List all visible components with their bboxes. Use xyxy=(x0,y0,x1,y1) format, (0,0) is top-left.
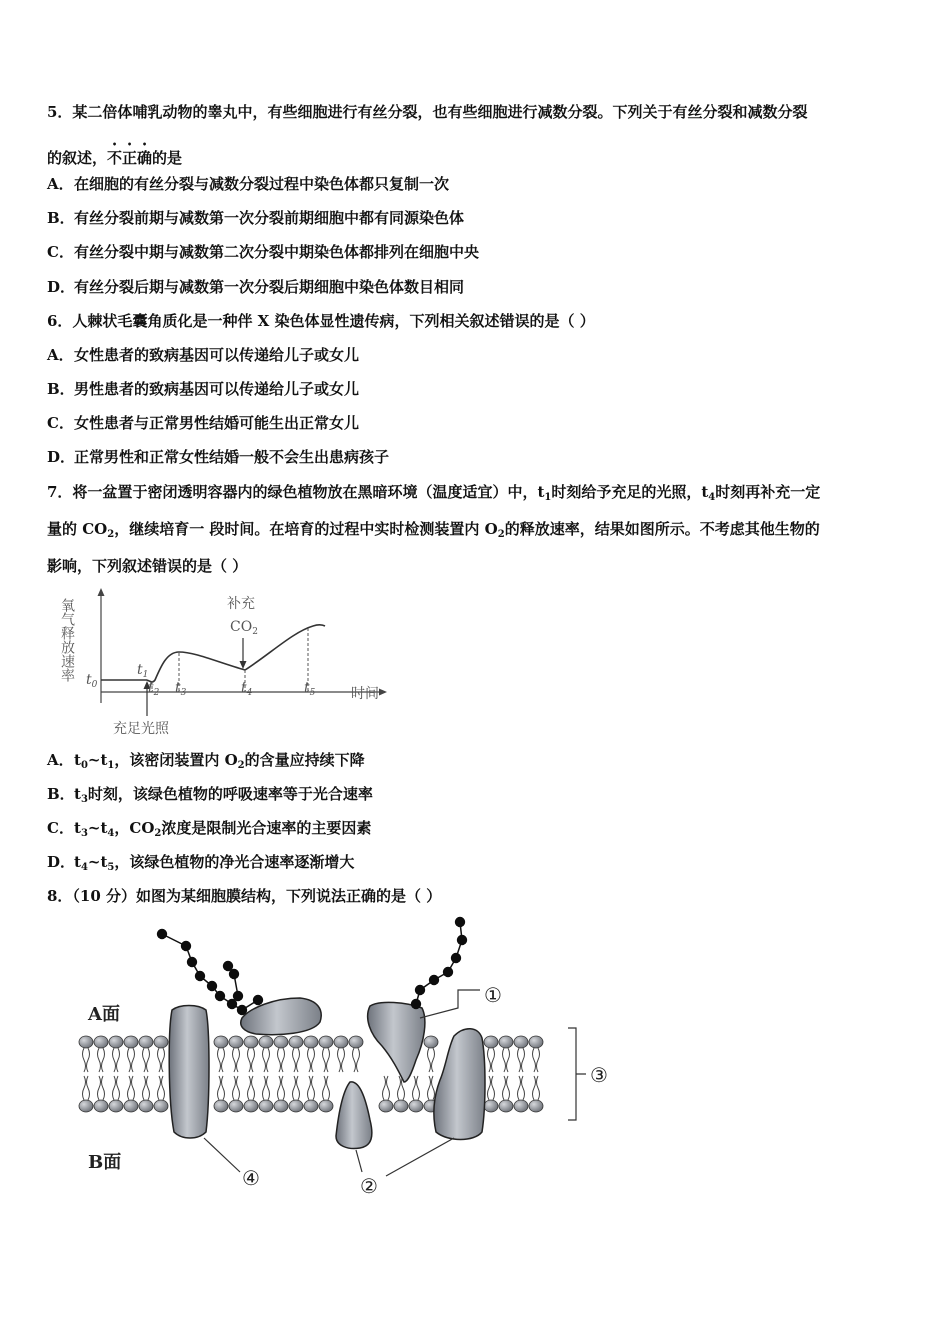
sufficient-light-label: 充足光照 xyxy=(113,721,169,737)
lipid-tail xyxy=(383,1076,390,1100)
lipid-tail xyxy=(533,1076,540,1100)
lipid-tail xyxy=(158,1076,165,1100)
lipid-tail xyxy=(353,1048,360,1072)
label-1: ① xyxy=(484,983,502,1007)
lipid-head xyxy=(79,1036,93,1048)
q6-option-d: D．正常男性和正常女性结婚一般不会生出患病孩子 xyxy=(47,448,390,466)
leader-1 xyxy=(420,990,480,1018)
sugar-unit xyxy=(415,985,425,995)
lipid-head xyxy=(499,1100,513,1112)
lipid-head xyxy=(154,1100,168,1112)
lipid-tail xyxy=(338,1048,345,1072)
lipid-tail xyxy=(98,1048,105,1072)
lipid-tail xyxy=(263,1076,270,1100)
lipid-head xyxy=(214,1100,228,1112)
lipid-head xyxy=(124,1100,138,1112)
q5-option-a: A．在细胞的有丝分裂与减数分裂过程中染色体都只复制一次 xyxy=(47,175,450,193)
q5-stem-line-2: 的叙述，不正确的是 xyxy=(47,149,183,167)
side-b-label: B面 xyxy=(88,1152,122,1173)
supplement-label: 补充 xyxy=(227,596,255,612)
lipid-head xyxy=(139,1036,153,1048)
y-axis-arrow xyxy=(98,588,105,596)
lipid-tail xyxy=(518,1076,525,1100)
lipid-tail xyxy=(248,1076,255,1100)
lipid-tail xyxy=(113,1048,120,1072)
lipid-tail xyxy=(278,1076,285,1100)
q6-option-c: C．女性患者与正常男性结婚可能生出正常女儿 xyxy=(47,414,360,432)
lipid-tail xyxy=(323,1076,330,1100)
lipid-tail xyxy=(308,1048,315,1072)
leader-2a xyxy=(356,1150,362,1172)
sugar-unit xyxy=(207,981,217,991)
lipid-head xyxy=(259,1036,273,1048)
lipid-tail xyxy=(503,1076,510,1100)
tick-t1: $t_1$ xyxy=(137,662,149,680)
q8-cell-membrane-diagram xyxy=(70,910,640,1200)
q5-option-d: D．有丝分裂后期与减数第一次分裂后期细胞中染色体数目相同 xyxy=(47,278,465,296)
q7-stem-line-1: 7．将一盆置于密闭透明容器内的绿色植物放在黑暗环境（温度适宜）中，$t_1$时刻给予充足的光照，$t_4$时刻再补充一定 xyxy=(47,483,821,503)
lipid-tail xyxy=(218,1048,225,1072)
lipid-tail xyxy=(218,1076,225,1100)
sugar-unit xyxy=(429,975,439,985)
x-axis-arrow xyxy=(379,689,387,696)
lipid-head xyxy=(529,1100,543,1112)
lipid-tail xyxy=(158,1048,165,1072)
lipid-head xyxy=(109,1100,123,1112)
sugar-unit xyxy=(233,991,243,1001)
lipid-head xyxy=(304,1100,318,1112)
q5-option-c: C．有丝分裂中期与减数第二次分裂中期染色体都排列在细胞中央 xyxy=(47,243,480,261)
lipid-head xyxy=(379,1100,393,1112)
lipid-head xyxy=(499,1036,513,1048)
lipid-tail xyxy=(113,1076,120,1100)
side-a-label: A面 xyxy=(88,1004,120,1025)
sugar-unit xyxy=(181,941,191,951)
label-4: ④ xyxy=(242,1166,260,1190)
lipid-tail xyxy=(143,1048,150,1072)
lipid-head xyxy=(514,1036,528,1048)
lipid-head xyxy=(319,1100,333,1112)
q5-option-b: B．有丝分裂前期与减数第一次分裂前期细胞中都有同源染色体 xyxy=(47,209,465,227)
lipid-tail xyxy=(428,1076,435,1100)
lipid-tail xyxy=(503,1048,510,1072)
sugar-unit xyxy=(237,1005,247,1015)
lipid-tail xyxy=(83,1048,90,1072)
tick-t3: $t_3$ xyxy=(175,680,187,698)
lipid-tail xyxy=(248,1048,255,1072)
sugar-unit xyxy=(187,957,197,967)
sugar-unit xyxy=(195,971,205,981)
lipid-tail xyxy=(83,1076,90,1100)
lipid-tail xyxy=(488,1048,495,1072)
sugar-unit xyxy=(443,967,453,977)
lipid-tail xyxy=(128,1048,135,1072)
lipid-tail xyxy=(533,1048,540,1072)
lipid-head xyxy=(244,1100,258,1112)
lipid-head xyxy=(394,1100,408,1112)
lipid-tail xyxy=(413,1076,420,1100)
lipid-head xyxy=(79,1100,93,1112)
q7-option-d: D．$t_4\sim t_5$，该绿色植物的净光合速率逐渐增大 xyxy=(47,853,355,873)
lipid-head xyxy=(409,1100,423,1112)
sugar-unit xyxy=(215,991,225,1001)
sugar-unit xyxy=(411,999,421,1009)
lipid-head xyxy=(94,1100,108,1112)
lipid-tail xyxy=(128,1076,135,1100)
lipid-head xyxy=(424,1036,438,1048)
lipid-tail xyxy=(518,1048,525,1072)
lipid-head xyxy=(229,1036,243,1048)
lipid-head xyxy=(529,1036,543,1048)
lipid-tail xyxy=(98,1076,105,1100)
lipid-head xyxy=(349,1036,363,1048)
sugar-unit xyxy=(455,917,465,927)
lipid-tail xyxy=(323,1048,330,1072)
lipid-head xyxy=(124,1036,138,1048)
lipid-tail xyxy=(278,1048,285,1072)
q7-option-b: B．$t_3$时刻，该绿色植物的呼吸速率等于光合速率 xyxy=(47,785,373,805)
emphasis-not-correct: 不正确 xyxy=(107,149,153,167)
tick-t4: $t_4$ xyxy=(241,680,253,698)
lipid-head xyxy=(484,1100,498,1112)
q7-stem-line-3: 影响，下列叙述错误的是（ ） xyxy=(47,557,248,575)
lipid-head xyxy=(109,1036,123,1048)
y-axis-label: 氧气释放速率 xyxy=(59,598,75,682)
lipid-head xyxy=(94,1036,108,1048)
lipid-tail xyxy=(293,1048,300,1072)
tick-t0: $t_0$ xyxy=(86,672,98,690)
q8-stem: 8．（10 分）如图为某细胞膜结构，下列说法正确的是（ ） xyxy=(47,887,442,905)
lipid-head xyxy=(229,1100,243,1112)
sugar-unit xyxy=(229,969,239,979)
q7-option-a: A．$t_0\sim t_1$，该密闭装置内 $O_2$的含量应持续下降 xyxy=(47,751,365,771)
lipid-tail xyxy=(233,1076,240,1100)
lipid-tail xyxy=(143,1076,150,1100)
bracket-3 xyxy=(568,1028,586,1120)
lipid-head xyxy=(484,1036,498,1048)
sugar-unit xyxy=(451,953,461,963)
lipid-head xyxy=(514,1100,528,1112)
tick-t2: $t_2$ xyxy=(148,680,160,698)
leader-4 xyxy=(204,1138,240,1172)
lipid-head xyxy=(244,1036,258,1048)
lipid-tail xyxy=(308,1076,315,1100)
co2-arrow-head xyxy=(240,661,247,669)
sugar-unit xyxy=(253,995,263,1005)
label-3: ③ xyxy=(590,1063,608,1087)
lipid-head xyxy=(289,1036,303,1048)
lipid-head xyxy=(274,1036,288,1048)
q7-stem-line-2: 量的 $CO_2$，继续培育一 段时间。在培育的过程中实时检测装置内 $O_2$的释放速率，结果如图所示。不考虑其他生物的 xyxy=(47,520,820,540)
lipid-head xyxy=(304,1036,318,1048)
lipid-head xyxy=(139,1100,153,1112)
q7-option-c: C．$t_3\sim t_4$，$CO_2$浓度是限制光合速率的主要因素 xyxy=(47,819,372,839)
protein-4-channel xyxy=(169,1006,209,1139)
q6-option-a: A．女性患者的致病基因可以传递给儿子或女儿 xyxy=(47,346,360,364)
lipid-head xyxy=(259,1100,273,1112)
lipid-tail xyxy=(488,1076,495,1100)
q6-stem: 6．人棘状毛囊角质化是一种伴 X 染色体显性遗传病，下列相关叙述错误的是（ ） xyxy=(47,312,595,330)
lipid-head xyxy=(289,1100,303,1112)
q6-option-b: B．男性患者的致病基因可以传递给儿子或女儿 xyxy=(47,380,360,398)
q5-stem-line-1: 5．某二倍体哺乳动物的睾丸中，有些细胞进行有丝分裂，也有些细胞进行减数分裂。下列关于有丝分裂和减数分裂 xyxy=(47,103,808,121)
q7-o2-release-graph xyxy=(55,588,395,743)
lipid-tail xyxy=(263,1048,270,1072)
lipid-head xyxy=(334,1036,348,1048)
lipid-tail xyxy=(293,1076,300,1100)
lipid-tail xyxy=(428,1048,435,1072)
sugar-chain-link xyxy=(162,934,258,1010)
protein-2-transmembrane xyxy=(434,1029,485,1140)
lipid-tail xyxy=(233,1048,240,1072)
co2-label: $CO_2$ xyxy=(230,619,258,637)
lipid-head xyxy=(319,1036,333,1048)
tick-t5: $t_5$ xyxy=(304,680,316,698)
lipid-head xyxy=(154,1036,168,1048)
sugar-unit xyxy=(457,935,467,945)
leader-2b xyxy=(386,1138,454,1176)
x-axis-label: 时间 xyxy=(351,686,379,702)
sugar-unit xyxy=(157,929,167,939)
lipid-head xyxy=(214,1036,228,1048)
glycoprotein-1 xyxy=(368,1002,425,1082)
label-2: ② xyxy=(360,1174,378,1198)
lipid-head xyxy=(274,1100,288,1112)
protein-2-inner xyxy=(336,1082,372,1149)
